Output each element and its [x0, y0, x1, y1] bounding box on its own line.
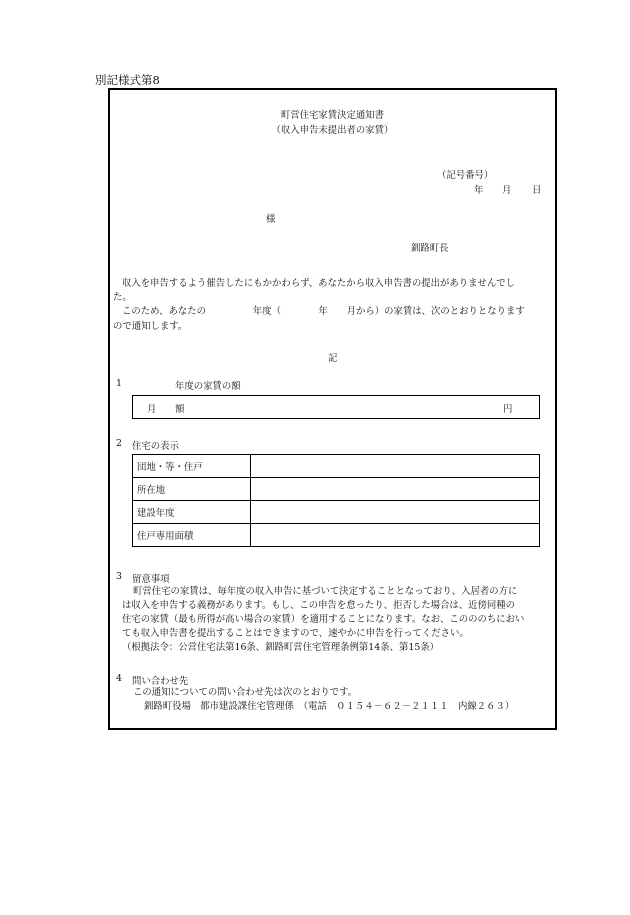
notice-line-4: ても収入申告書を提出することはできますので、速やかに申告を行ってください。 — [122, 628, 469, 639]
addressee-suffix: 様 — [266, 214, 276, 225]
sender: 釧路町長 — [411, 243, 449, 254]
section-4-number: 4 — [116, 673, 122, 684]
row-label: 団地・等・住戸 — [133, 455, 251, 478]
body-line-2: た。 — [113, 292, 132, 303]
notice-line-1: 町営住宅の家賃は、毎年度の収入申告に基づいて決定することとなっており、入居者の方に — [133, 586, 518, 597]
section-2-number: 2 — [116, 438, 122, 449]
row-value — [251, 478, 540, 501]
row-label: 住戸専用面積 — [133, 524, 251, 547]
table-row — [133, 501, 540, 524]
body-line-1: 収入を申告するよう催告したにもかかわらず、あなたから収入申告書の提出がありませんでし — [122, 278, 516, 289]
section-2-title: 住宅の表示 — [132, 441, 179, 452]
section-1-title: 年度の家賃の額 — [175, 381, 241, 392]
body-line-3: このため、あなたの 年度（ 年 月から）の家賃は、次のとおりとなります — [122, 306, 525, 317]
body-line-4: ので通知します。 — [113, 321, 188, 332]
section-3-title: 留意事項 — [132, 574, 170, 585]
monthly-rent-label: 月 額 — [147, 404, 185, 415]
contact-intro: この通知についての問い合わせ先は次のとおりです。 — [133, 687, 358, 698]
date-year: 年 — [474, 185, 484, 196]
row-value — [251, 524, 540, 547]
date-month: 月 — [502, 185, 512, 196]
section-4-title: 問い合わせ先 — [132, 676, 189, 687]
section-3-number: 3 — [116, 571, 122, 582]
record-number: （記号番号） — [437, 170, 494, 181]
contact-details: 釧路町役場 都市建設課住宅管理係 （電話 ０１５４－６２－２１１１ 内線２６３） — [144, 701, 515, 712]
row-label: 建設年度 — [133, 501, 251, 524]
notice-line-3: 住宅の家賃（最も所得が高い場合の家賃）を適用することになります。なお、このののちにおい — [122, 614, 525, 625]
ki-label: 記 — [328, 353, 338, 364]
section-1-number: 1 — [116, 378, 122, 389]
housing-table — [132, 454, 540, 547]
document-subtitle: （収入申告未提出者の家賃） — [271, 125, 394, 136]
document-title: 町営住宅家賃決定通知書 — [280, 110, 385, 121]
yen-unit: 円 — [503, 404, 513, 415]
table-row — [133, 478, 540, 501]
monthly-rent-box — [132, 395, 540, 419]
notice-line-2: は収入を申告する義務があります。もし、この申告を怠ったり、拒否した場合は、近傍同種の — [122, 600, 516, 611]
date-day: 日 — [532, 185, 542, 196]
row-label: 所在地 — [133, 478, 251, 501]
row-value — [251, 501, 540, 524]
form-label: 別記様式第8 — [95, 73, 160, 87]
legal-basis: （根拠法令：公営住宅法第16条、釧路町営住宅管理条例第14条、第15条） — [122, 642, 440, 653]
row-value — [251, 455, 540, 478]
table-row — [133, 455, 540, 478]
table-row — [133, 524, 540, 547]
